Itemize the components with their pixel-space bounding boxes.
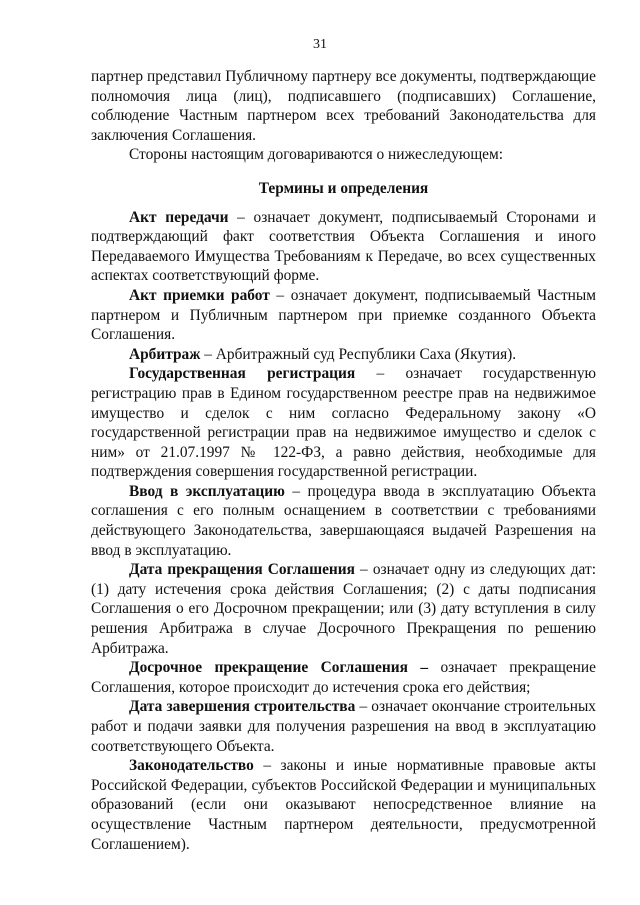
definition-gos-registratsiya	[91, 364, 596, 482]
definition-text: – Арбитражный суд Республики Саха (Якутия).	[200, 345, 517, 363]
definition-arbitrazh	[91, 345, 596, 365]
page-number: 31	[313, 37, 327, 52]
definition-text: – законы и иные нормативные правовые акты Российской Федерации, субъектов Российской Федерации и муниципальных образований (если они оказывают непосредственное влияние на осуществление Частным партнером деятельности, предусмотренной Соглашением).	[91, 757, 596, 853]
definition-text: – означает окончание строительных работ и подачи заявки для получения разрешения на ввод в эксплуатацию соответствующего Объекта.	[91, 698, 596, 755]
definition-term: Акт приемки работ	[129, 286, 270, 304]
definition-term: Досрочное прекращение Соглашения –	[129, 659, 429, 677]
definition-akt-priemki-rabot	[91, 286, 596, 345]
definition-dosrochnoe-prekraschenie	[91, 658, 596, 697]
definition-text: – означает одну из следующих дат: (1) дату истечения срока действия Соглашения; (2) с даты подписания Соглашения о его Досрочном прекращении; или (3) дату вступления в силу решения Арбитража в случае Досрочного Прекращения по решению Арбитража.	[91, 561, 596, 657]
definition-term: Законодательство	[129, 757, 254, 775]
definition-text: – означает документ, подписываемый Сторонами и подтверждающий факт соответствия Объекта Соглашения и иного Передаваемого Имущества Требованиям к Передаче, во всех существенных аспектах соответствующий форме.	[91, 208, 596, 285]
document-body	[91, 67, 596, 854]
definition-data-prekrascheniya	[91, 560, 596, 658]
definition-data-zaversheniya	[91, 697, 596, 756]
definition-term: Дата прекращения Соглашения	[129, 561, 355, 579]
definition-text: означает прекращение Соглашения, которое происходит до истечения срока его действия;	[91, 659, 596, 696]
definition-akt-peredachi	[91, 208, 596, 286]
definition-term: Арбитраж	[129, 345, 201, 363]
definition-term: Ввод в эксплуатацию	[129, 482, 285, 500]
definition-text: – процедура ввода в эксплуатацию Объекта соглашения с его полным оснащением в соответствии с требованиями действующего Законодательства, завершающаяся выдачей Разрешения на ввод в эксплуатацию.	[91, 482, 596, 559]
definition-term: Акт передачи	[129, 208, 229, 226]
definition-term: Дата завершения строительства	[129, 698, 356, 716]
intro-paragraph-1: партнер представил Публичному партнеру все документы, подтверждающие полномочия лица (лиц), подписавшего (подписавших) Соглашение, соблюдение Частным партнером всех требований Законодательства для заключения Соглашения.	[91, 68, 596, 144]
definition-term: Государственная регистрация	[129, 365, 356, 383]
definition-text: – означает документ, подписываемый Частным партнером и Публичным партнером при приемке созданного Объекта Соглашения.	[91, 286, 596, 344]
intro-paragraph-2: Стороны настоящим договариваются о нижеследующем:	[129, 146, 504, 164]
definition-zakonodatelstvo	[91, 756, 596, 854]
definition-text: – означает государственную регистрацию прав в Едином государственном реестре прав на недвижимое имущество и сделок с ним согласно Федеральному закону «О государственной регистрации прав на недвижимое имущество и сделок с ним» от 21.07.1997 № 122-ФЗ, а равно действия, необходимые для подтверждения совершения государственной регистрации.	[91, 365, 597, 481]
section-title: Термины и определения	[258, 179, 429, 197]
definition-vvod-v-ekspluatatsiyu	[91, 482, 596, 560]
